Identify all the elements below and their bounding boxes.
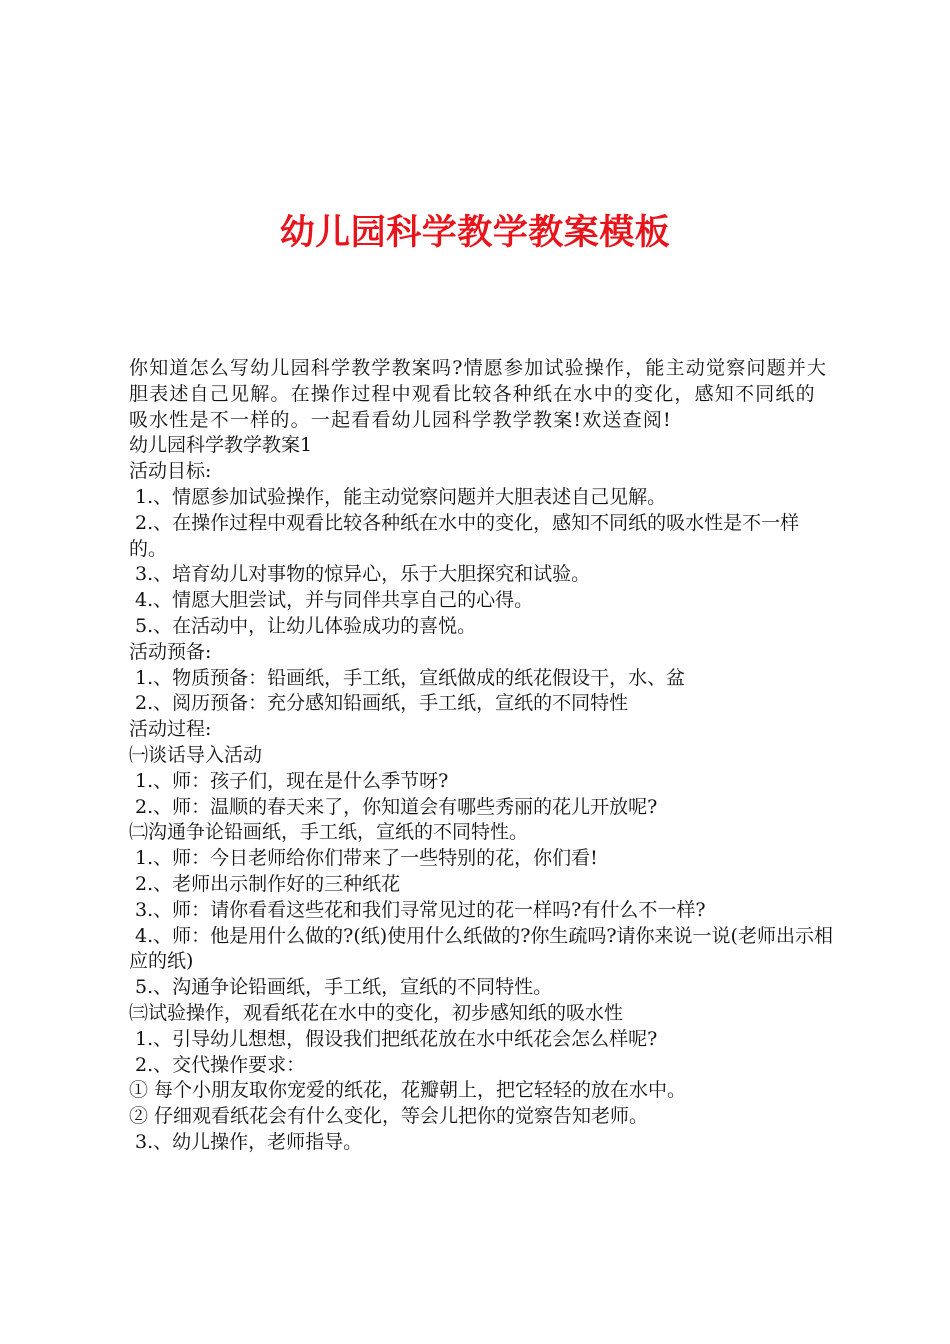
section-heading-goals: 活动目标: bbox=[129, 460, 212, 483]
process-step-heading: ㈡沟通争论铅画纸，手工纸，宣纸的不同特性。 bbox=[129, 821, 529, 844]
goal-item: 5.、在活动中，让幼儿体验成功的喜悦。 bbox=[129, 614, 477, 637]
goal-item: 4.、情愿大胆尝试，并与同伴共享自己的心得。 bbox=[129, 589, 534, 612]
goal-item: 2.、在操作过程中观看比较各种纸在水中的变化，感知不同纸的吸水性是不一样的。 bbox=[129, 511, 800, 560]
process-item: 3.、幼儿操作，老师指导。 bbox=[129, 1130, 363, 1153]
process-item: 2.、师：温顺的春天来了，你知道会有哪些秀丽的花儿开放呢? bbox=[129, 795, 658, 818]
process-item: 1.、师：孩子们，现在是什么季节呀? bbox=[129, 769, 449, 792]
section-heading-process: 活动过程: bbox=[129, 718, 212, 741]
preparation-item: 1.、物质预备：铅画纸，手工纸，宣纸做成的纸花假设干，水、盆 bbox=[129, 666, 686, 689]
preparation-item: 2.、阅历预备：充分感知铅画纸，手工纸，宣纸的不同特性 bbox=[129, 692, 629, 715]
process-step-heading: ㈠谈话导入活动 bbox=[129, 743, 263, 766]
process-step-heading: ㈢试验操作，观看纸花在水中的变化，初步感知纸的吸水性 bbox=[129, 1001, 624, 1024]
requirement-item: ② 仔细观看纸花会有什么变化，等会儿把你的觉察告知老师。 bbox=[129, 1105, 649, 1128]
process-item: 1.、引导幼儿想想，假设我们把纸花放在水中纸花会怎么样呢? bbox=[129, 1027, 658, 1050]
document-title: 幼儿园科学教学教案模板 bbox=[279, 212, 671, 253]
process-item: 3.、师：请你看看这些花和我们寻常见过的花一样吗?有什么不一样? bbox=[129, 898, 706, 921]
process-item: 2.、老师出示制作好的三种纸花 bbox=[129, 872, 401, 895]
process-item: 4.、师：他是用什么做的?(纸)使用什么纸做的?你生疏吗?请你来说一说(老师出示相应的纸) bbox=[129, 924, 833, 973]
process-item: 5.、沟通争论铅画纸，手工纸，宣纸的不同特性。 bbox=[129, 976, 553, 999]
intro-paragraph: 你知道怎么写幼儿园科学教学教案吗?情愿参加试验操作，能主动觉察问题并大胆表述自己见解。在操作过程中观看比较各种纸在水中的变化，感知不同纸的吸水性是不一样的。一起看看幼儿园科学教学教案!欢送查阅! bbox=[129, 357, 828, 431]
section-heading-preparation: 活动预备: bbox=[129, 640, 212, 663]
process-item: 2.、交代操作要求： bbox=[129, 1053, 306, 1076]
goal-item: 3.、培育幼儿对事物的惊异心，乐于大胆探究和试验。 bbox=[129, 563, 591, 586]
document-body bbox=[129, 356, 835, 1156]
lesson-heading: 幼儿园科学教学教案1 bbox=[129, 434, 313, 457]
process-item: 1.、师：今日老师给你们带来了一些特别的花，你们看! bbox=[129, 847, 598, 870]
requirement-item: ① 每个小朋友取你宠爱的纸花，花瓣朝上，把它轻轻的放在水中。 bbox=[129, 1079, 687, 1102]
goal-item: 1.、情愿参加试验操作，能主动觉察问题并大胆表述自己见解。 bbox=[129, 485, 667, 508]
